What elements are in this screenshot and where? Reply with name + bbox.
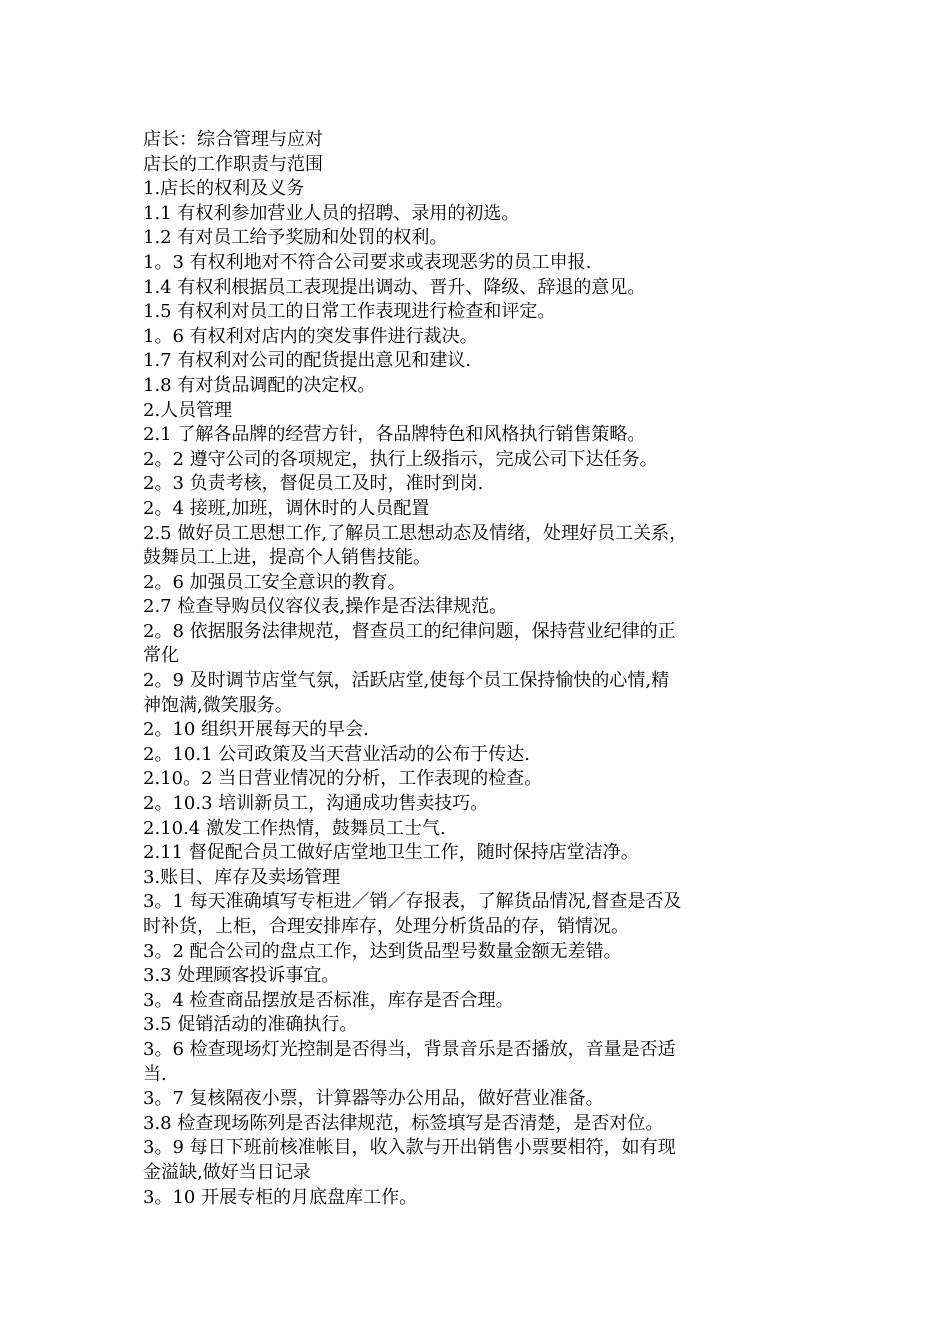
text-line: 金溢缺,做好当日记录: [143, 1161, 311, 1183]
text-line: 2。9 及时调节店堂气氛，活跃店堂,使每个员工保持愉快的心情,精: [143, 670, 670, 692]
text-line: 鼓舞员工上进，提高个人销售技能。: [143, 547, 431, 569]
text-line: 1.2 有对员工给予奖励和处罚的权利。: [143, 227, 448, 249]
text-line: 3。7 复核隔夜小票，计算器等办公用品，做好营业准备。: [143, 1088, 604, 1110]
text-line: 2。2 遵守公司的各项规定，执行上级指示，完成公司下达任务。: [143, 448, 658, 470]
text-line: 3.3 处理顾客投诉事宜。: [143, 965, 340, 987]
text-line: 2.10.4 激发工作热情，鼓舞员工士气.: [143, 817, 446, 839]
text-line: 3.8 检查现场陈列是否法律规范，标签填写是否清楚，是否对位。: [143, 1112, 664, 1134]
text-line: 2.1 了解各品牌的经营方针，各品牌特色和风格执行销售策略。: [143, 424, 646, 446]
text-line: 3。1 每天准确填写专柜进／销／存报表，了解货品情况,督查是否及: [143, 891, 682, 913]
text-line: 2。4 接班,加班，调休时的人员配置: [143, 497, 430, 519]
text-line: 1.5 有权利对员工的日常工作表现进行检查和评定。: [143, 301, 556, 323]
text-line: 2.7 检查导购员仪容仪表,操作是否法律规范。: [143, 596, 508, 618]
subsection-heading: 2.人员管理: [143, 399, 233, 421]
text-line: 1.8 有对货品调配的决定权。: [143, 374, 376, 396]
text-line: 当.: [143, 1063, 167, 1085]
section-heading: 店长的工作职责与范围: [143, 153, 323, 175]
text-line: 2。10 组织开展每天的早会.: [143, 719, 369, 741]
text-line: 3。4 检查商品摆放是否标准，库存是否合理。: [143, 989, 514, 1011]
text-line: 常化: [143, 645, 179, 667]
text-line: 2.11 督促配合员工做好店堂地卫生工作，随时保持店堂洁净。: [143, 842, 639, 864]
subsection-heading: 3.账目、库存及卖场管理: [143, 866, 341, 888]
text-line: 2。6 加强员工安全意识的教育。: [143, 571, 406, 593]
text-line: 3。6 检查现场灯光控制是否得当，背景音乐是否播放，音量是否适: [143, 1038, 676, 1060]
text-line: 2。10.3 培训新员工，沟通成功售卖技巧。: [143, 793, 489, 815]
subsection-heading: 1.店长的权利及义务: [143, 178, 305, 200]
document-title: 店长：综合管理与应对: [143, 129, 323, 150]
text-line: 神饱满,微笑服务。: [143, 694, 293, 716]
text-line: 1。3 有权利地对不符合公司要求或表现恶劣的员工申报.: [143, 251, 592, 273]
text-line: 2。10.1 公司政策及当天营业活动的公布于传达.: [143, 743, 530, 765]
text-line: 2。3 负责考核，督促员工及时，准时到岗.: [143, 473, 484, 495]
text-line: 时补货，上柜，合理安排库存，处理分析货品的存，销情况。: [143, 916, 629, 937]
text-line: 2.10。2 当日营业情况的分析，工作表现的检查。: [143, 768, 543, 790]
text-line: 3。2 配合公司的盘点工作，达到货品型号数量金额无差错。: [143, 940, 622, 962]
text-line: 1.7 有权利对公司的配货提出意见和建议.: [143, 350, 472, 372]
text-line: 1.4 有权利根据员工表现提出调动、晋升、降级、辞退的意见。: [143, 276, 646, 298]
text-line: 2。8 依据服务法律规范，督查员工的纪律问题，保持营业纪律的正: [143, 620, 676, 642]
text-line: 3。9 每日下班前核准帐目，收入款与开出销售小票要相符，如有现: [143, 1137, 676, 1159]
text-line: 3.5 促销活动的准确执行。: [143, 1014, 358, 1036]
text-line: 1。6 有权利对店内的突发事件进行裁决。: [143, 325, 478, 347]
text-line: 3。10 开展专柜的月底盘库工作。: [143, 1186, 418, 1208]
document-body: [143, 128, 823, 1210]
text-line: 1.1 有权利参加营业人员的招聘、录用的初选。: [143, 202, 520, 224]
text-line: 2.5 做好员工思想工作,了解员工思想动态及情绪，处理好员工关系，: [143, 522, 688, 544]
